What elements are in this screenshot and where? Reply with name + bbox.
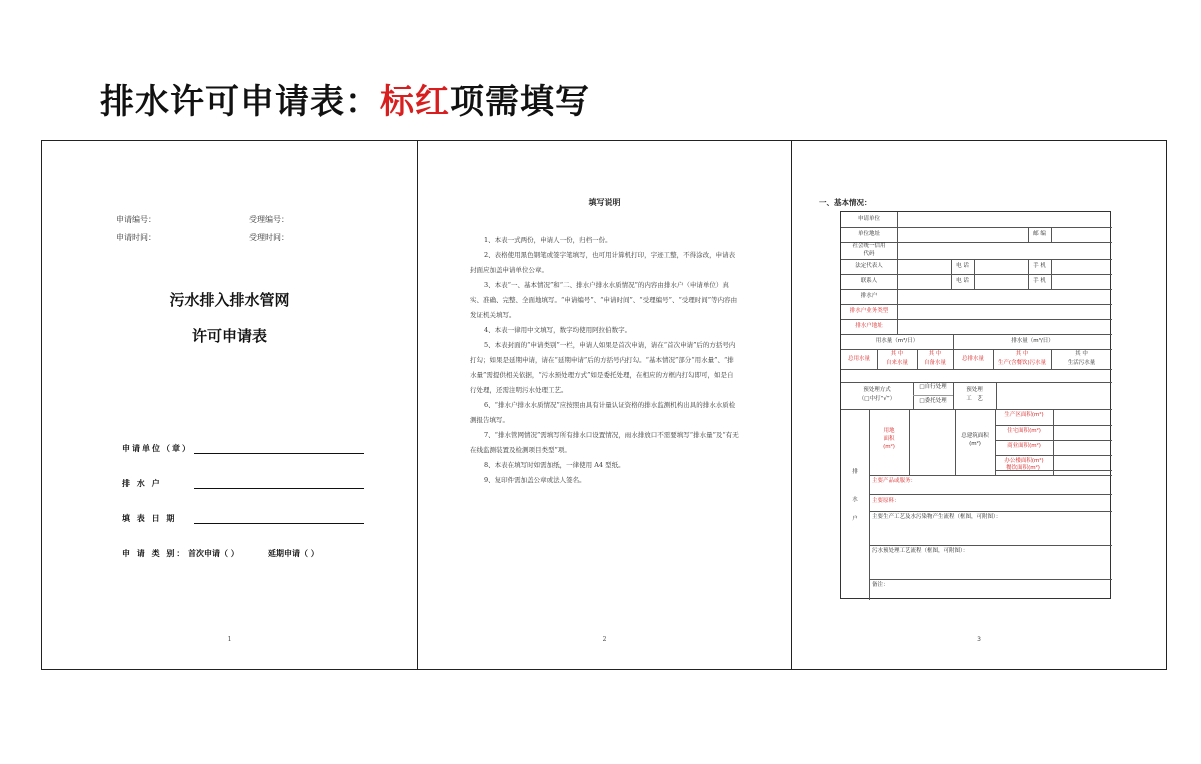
instruction-item: 8、本表在填写时如需加纸，一律使用 A4 型纸。	[484, 461, 625, 469]
row-divider	[841, 259, 1112, 260]
instruction-item: 6、“排水户排水水质情况”应按照由具有计量认证资格的排水监测机构出具的排水水质检测报告填写。	[470, 401, 736, 424]
label-land-area-1: 用地	[883, 428, 895, 434]
label-credit-code-2: 代码	[863, 251, 875, 257]
instruction-item: 2、表格使用黑色钢笔或签字笔填写，也可用计算机打印，字迹工整，不得涂改，申请表封面应加盖申请单位公章。	[470, 251, 736, 274]
slide-title	[100, 74, 590, 123]
cover-title-line1: 污水排入排水管网	[169, 291, 290, 309]
label-pretreatment-process-2: 工 艺	[966, 396, 983, 402]
label-main-materials: 主要原料：	[872, 498, 900, 504]
label-legal-rep: 法定代表人	[855, 263, 883, 269]
page-cover	[41, 140, 418, 670]
label-land-area-2: 面积	[883, 436, 895, 442]
cover-title-line2: 许可申请表	[191, 327, 267, 345]
basic-info-heading: 一、基本情况：	[819, 198, 872, 207]
label-water-discharge: 排水量（m³/日）	[1011, 338, 1054, 344]
label-commercial-area: 商业面积(m²)	[1007, 443, 1041, 449]
label-of-which: 其 中	[890, 351, 904, 357]
label-main-products: 主要产品或服务：	[872, 478, 917, 484]
label-mobile: 手 机	[1033, 263, 1046, 269]
application-time-label: 申请时间：	[116, 233, 156, 242]
applicant-unit-line[interactable]	[194, 453, 364, 454]
label-building-area-2: (m²)	[969, 441, 981, 447]
entrust-treatment-checkbox[interactable]: □委托处理	[919, 398, 947, 404]
label-mobile-2: 手 机	[1033, 278, 1046, 284]
row-divider	[841, 349, 1112, 350]
self-treatment-checkbox[interactable]: □自行处理	[919, 384, 947, 390]
col-divider	[1053, 409, 1054, 475]
applicant-unit-label: 申请单位（章）	[122, 443, 192, 453]
row-divider	[841, 334, 1112, 335]
instruction-item: 5、本表封面的“申请类别”一栏，申请人如果是首次申请，请在“首次申请”后的方括号内打勾；如果是延期申请，请在“延期申请”后的方括号内打勾。“基本情况”部分“用水量”、“排水量”需提供相关依据，“污水预处理方式”如是委托处理，在相应的方框内打勾即可，如是自行处理，还需注明污水处理工艺。	[470, 341, 736, 394]
instruction-item: 7、“排水管网情况”需填写所有排水口设置情况，雨水排放口不需要填写“排水量”及“有无在线监测装置及检测项目类型”项。	[470, 431, 739, 454]
label-production-area: 生产区面积(m²)	[1004, 412, 1044, 418]
page-number: 3	[977, 636, 981, 643]
label-applicant-unit: 申请单位	[857, 216, 880, 222]
label-self-source: 自备水量	[923, 360, 946, 366]
label-drainer-address: 排水户地址	[855, 323, 883, 329]
label-drainer-vertical-2: 水	[852, 497, 858, 503]
row-divider	[869, 475, 1112, 476]
label-pretreatment-process: 预处理	[966, 387, 983, 393]
page-basic-info	[791, 140, 1167, 670]
application-type-label: 申 请 类 别：	[122, 548, 187, 558]
fill-date-line[interactable]	[194, 523, 364, 524]
fill-date-label: 填 表 日 期	[122, 513, 177, 523]
row-divider	[841, 289, 1112, 290]
acceptance-time-label: 受理时间：	[249, 233, 289, 242]
label-credit-code-1: 社会统一信用	[852, 243, 886, 249]
row-divider	[869, 545, 1112, 546]
label-postcode: 邮 编	[1033, 231, 1046, 237]
label-water-use: 用水量（m³/日）	[875, 338, 919, 344]
col-divider	[1051, 227, 1052, 242]
label-of-which: 其 中	[1075, 351, 1088, 357]
label-contact: 联系人	[860, 278, 878, 284]
col-divider	[1051, 259, 1052, 289]
label-drainer-vertical-3: 户	[852, 516, 858, 522]
label-phone-2: 电 话	[956, 278, 969, 284]
page-number: 1	[227, 636, 232, 643]
row-divider	[869, 579, 1112, 580]
label-drainer: 排水户	[860, 293, 878, 299]
row-divider	[913, 395, 953, 396]
title-part1: 排水许可申请表：	[100, 82, 380, 122]
row-divider	[841, 369, 1112, 370]
page-instructions	[417, 140, 792, 670]
col-divider	[974, 259, 975, 289]
instruction-item: 4、本表一律用中文填写，数字均使用阿拉伯数字。	[484, 326, 632, 334]
application-number-label: 申请编号：	[116, 215, 156, 224]
label-of-which: 其 中	[1015, 351, 1029, 357]
row-divider	[841, 382, 1112, 383]
row-divider	[841, 409, 1112, 410]
label-total-water-use: 总用水量	[847, 356, 870, 362]
row-divider	[841, 319, 1112, 320]
instruction-item: 1、本表一式两份，申请人一份，归档一份。	[484, 236, 612, 244]
label-pretreatment-flow: 污水预处理工艺流程（框图，可附图）：	[872, 548, 969, 554]
label-pretreatment-method: 预处理方式	[863, 387, 891, 393]
label-of-which: 其 中	[928, 351, 942, 357]
label-office-area: 办公楼面积(m²)	[1004, 458, 1044, 464]
page-number: 2	[602, 636, 607, 643]
label-land-area-3: (m²)	[883, 444, 895, 450]
title-part2: 项需填写	[450, 82, 590, 122]
row-divider	[869, 494, 1112, 495]
instruction-item: 9、复印件需加盖公章或法人签名。	[484, 476, 586, 484]
col-divider	[996, 382, 997, 409]
label-pretreatment-hint: （□中打“√”）	[858, 396, 896, 402]
row-divider	[841, 304, 1112, 305]
drainer-line[interactable]	[194, 488, 364, 489]
label-process-flow: 主要生产工艺及水污染物产生流程（框图，可附图）：	[872, 514, 1002, 520]
instructions-list	[470, 233, 739, 488]
basic-info-table	[840, 211, 1111, 599]
drainer-label: 排 水 户	[122, 478, 162, 488]
col-divider	[909, 409, 910, 475]
label-catering-area: 餐饮面积(m²)	[1006, 465, 1040, 471]
label-unit-address: 单位地址	[857, 231, 880, 237]
label-residential-area: 住宅面积(m²)	[1007, 428, 1041, 434]
label-remarks: 备注：	[872, 582, 889, 588]
label-drainer-vertical-1: 排	[852, 469, 858, 475]
instruction-item: 3、本表“一、基本情况”和“二、排水户排水水质情况”的内容由排水户（申请单位）真实、准确、完整、全面地填写。“申请编号”、“申请时间”、“受理编号”、“受理时间”等内容由发证机关填写。	[470, 281, 738, 319]
label-total-discharge: 总排水量	[961, 356, 984, 362]
acceptance-number-label: 受理编号：	[249, 215, 289, 224]
row-divider	[841, 274, 1112, 275]
label-tap-water: 自来水量	[885, 360, 908, 366]
first-application-option[interactable]: 首次申请（ ）	[188, 548, 239, 558]
label-phone: 电 话	[956, 263, 969, 269]
title-red-part: 标红	[380, 82, 450, 122]
label-building-area-1: 总建筑面积	[961, 433, 989, 439]
label-production-sewage: 生产(含餐饮)污水量	[997, 360, 1047, 366]
instructions-heading: 填写说明	[588, 197, 621, 207]
col-divider	[897, 212, 898, 334]
row-divider	[869, 511, 1112, 512]
extension-application-option[interactable]: 延期申请（ ）	[268, 548, 319, 558]
row-divider	[841, 227, 1112, 228]
label-domestic-sewage: 生活污水量	[1067, 360, 1096, 366]
label-business-type: 排水户业务类型	[849, 308, 889, 314]
